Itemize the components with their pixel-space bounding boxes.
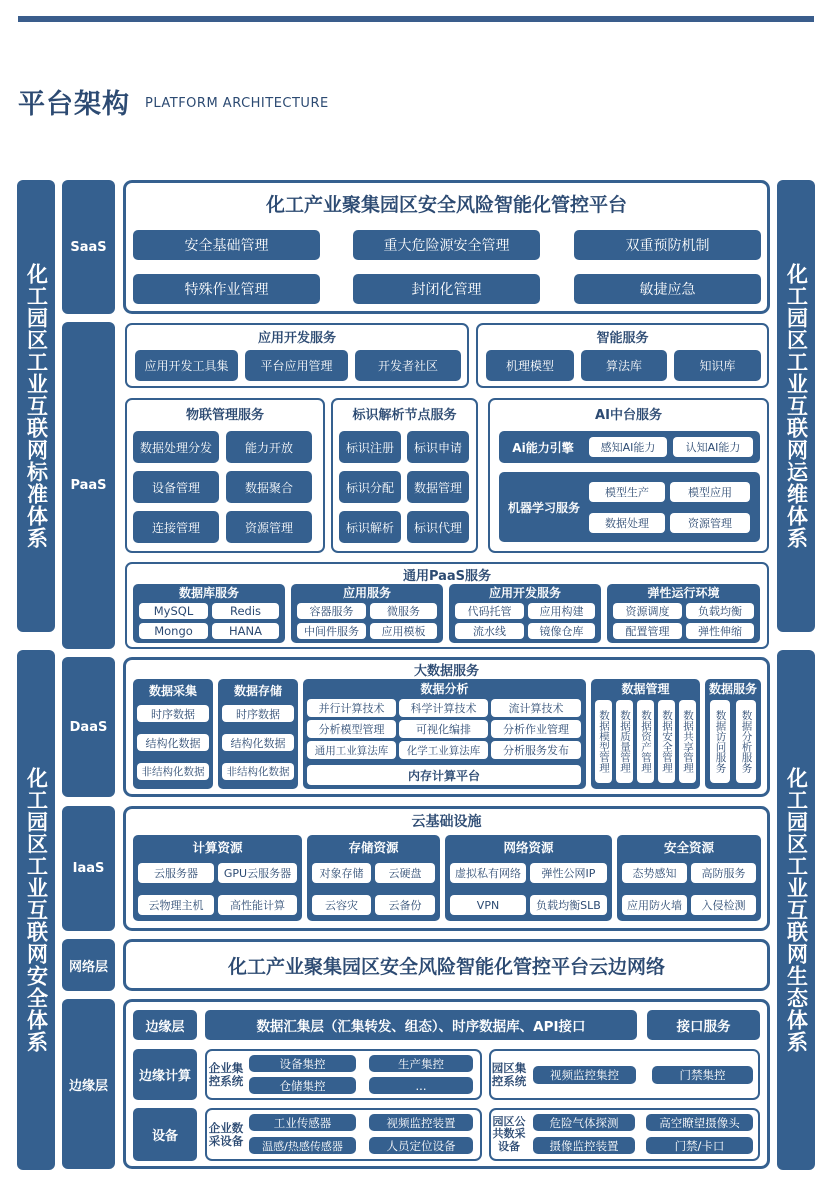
iaas-storage-disk[interactable]: 云硬盘 — [375, 863, 435, 883]
network-title: 化工产业聚集园区安全风险智能化管控平台云边网络 — [227, 955, 665, 978]
paas-appdev-app-mgmt[interactable]: 平台应用管理 — [245, 350, 348, 381]
iaas-compute-gpu[interactable]: GPU云服务器 — [218, 863, 297, 883]
daas-collect-timeseries[interactable]: 时序数据 — [137, 705, 209, 722]
edge-row1-label: 边缘层 — [133, 1010, 197, 1040]
left-standard-label: 化工园区工业互联网标准体系 — [24, 263, 49, 549]
paas-ident-proxy[interactable]: 标识代理 — [407, 511, 469, 543]
daas-collect-structured[interactable]: 结构化数据 — [137, 734, 209, 751]
saas-title: 化工产业聚集园区安全风险智能化管控平台 — [265, 193, 627, 216]
layer-iaas: IaaS — [62, 806, 115, 931]
edge-row2-label: 边缘计算 — [133, 1049, 197, 1100]
edge-park-control-label: 园区集控系统 — [491, 1060, 527, 1088]
daas-manage-asset[interactable]: 数据资产管理 — [637, 700, 654, 783]
paas-runtime-config[interactable]: 配置管理 — [613, 623, 682, 639]
daas-store-unstructured[interactable]: 非结构化数据 — [222, 763, 294, 780]
paas-ident-apply[interactable]: 标识申请 — [407, 431, 469, 463]
left-standard-band — [17, 180, 55, 632]
iaas-network-slb[interactable]: 负载均衡SLB — [530, 895, 607, 915]
iaas-security-title: 安全资源 — [663, 840, 714, 855]
paas-ai-model-apply[interactable]: 模型应用 — [670, 482, 750, 502]
paas-db-redis[interactable]: Redis — [212, 603, 279, 619]
paas-devsvc-image-repo[interactable]: 镜像仓库 — [528, 623, 595, 639]
iaas-security-waf[interactable]: 应用防火墙 — [622, 895, 687, 915]
daas-analysis-chem-algo[interactable]: 化学工业算法库 — [399, 741, 488, 759]
edge-ent-personnel-locator[interactable]: 人员定位设备 — [369, 1137, 473, 1154]
paas-db-title: 数据库服务 — [178, 586, 239, 600]
daas-store-timeseries[interactable]: 时序数据 — [222, 705, 294, 722]
paas-ident-register[interactable]: 标识注册 — [339, 431, 401, 463]
daas-analysis-title: 数据分析 — [420, 682, 469, 696]
layer-paas: PaaS — [62, 322, 115, 649]
iaas-compute-physical-host[interactable]: 云物理主机 — [138, 895, 214, 915]
daas-manage-quality[interactable]: 数据质量管理 — [616, 700, 633, 783]
paas-ident-resolve[interactable]: 标识解析 — [339, 511, 401, 543]
paas-devsvc-pipeline[interactable]: 流水线 — [455, 623, 524, 639]
daas-manage-model[interactable]: 数据模型管理 — [595, 700, 612, 783]
paas-db-hana[interactable]: HANA — [212, 623, 279, 639]
paas-iot-device-mgmt[interactable]: 设备管理 — [133, 471, 219, 503]
edge-ent-industrial-sensor[interactable]: 工业传感器 — [249, 1114, 356, 1131]
paas-appdev-toolkit[interactable]: 应用开发工具集 — [135, 350, 238, 381]
edge-ent-video-device[interactable]: 视频监控装置 — [369, 1114, 473, 1131]
paas-ai-cognition[interactable]: 认知AI能力 — [673, 437, 753, 457]
paas-appsvc-title: 应用服务 — [342, 586, 391, 600]
paas-iot-data-dispatch[interactable]: 数据处理分发 — [133, 431, 219, 463]
daas-title: 大数据服务 — [413, 663, 479, 679]
paas-runtime-load-balance[interactable]: 负载均衡 — [686, 603, 754, 619]
paas-intel-mechanism-model[interactable]: 机理模型 — [486, 350, 574, 381]
edge-ent-device-label: 企业数采设备 — [208, 1120, 244, 1148]
iaas-security-ids[interactable]: 入侵检测 — [691, 895, 756, 915]
paas-ai-title: AI中台服务 — [595, 407, 662, 423]
left-security-band — [17, 650, 55, 1170]
daas-service-access[interactable]: 数据访问服务 — [710, 700, 730, 783]
iaas-compute-title: 计算资源 — [192, 840, 243, 855]
daas-store-structured[interactable]: 结构化数据 — [222, 734, 294, 751]
right-ops-band — [777, 180, 815, 632]
left-security-label: 化工园区工业互联网安全体系 — [24, 767, 49, 1053]
edge-ent-more[interactable]: ... — [369, 1077, 473, 1094]
daas-analysis-visual-orch[interactable]: 可视化编排 — [399, 720, 488, 738]
daas-analysis-stream[interactable]: 流计算技术 — [491, 699, 581, 717]
paas-ai-data-process[interactable]: 数据处理 — [589, 513, 665, 533]
paas-ai-model-produce[interactable]: 模型生产 — [589, 482, 665, 502]
iaas-storage-dr[interactable]: 云容灾 — [312, 895, 371, 915]
paas-devsvc-code-hosting[interactable]: 代码托管 — [455, 603, 524, 619]
daas-collect-title: 数据采集 — [148, 683, 197, 698]
daas-manage-share[interactable]: 数据共享管理 — [679, 700, 696, 783]
edge-park-device-label: 园区公共数采设备 — [492, 1115, 526, 1153]
edge-ent-device-control[interactable]: 设备集控 — [249, 1055, 356, 1072]
edge-ent-thermal-sensor[interactable]: 温感/热感传感器 — [249, 1137, 356, 1154]
iaas-storage-backup[interactable]: 云备份 — [375, 895, 435, 915]
paas-ai-resource-mgmt[interactable]: 资源管理 — [670, 513, 750, 533]
iaas-compute-hpc[interactable]: 高性能计算 — [218, 895, 297, 915]
daas-analysis-general-algo[interactable]: 通用工业算法库 — [307, 741, 396, 759]
paas-appsvc-microservice[interactable]: 微服务 — [370, 603, 437, 619]
paas-appsvc-container[interactable]: 容器服务 — [297, 603, 366, 619]
layer-saas: SaaS — [62, 180, 115, 314]
paas-ai-ml-label: 机器学习服务 — [507, 500, 580, 515]
daas-service-analysis[interactable]: 数据分析服务 — [736, 700, 756, 783]
paas-db-mysql[interactable]: MySQL — [139, 603, 208, 619]
daas-store-title: 数据存储 — [233, 683, 282, 698]
paas-appsvc-middleware[interactable]: 中间件服务 — [297, 623, 366, 639]
paas-ident-allocate[interactable]: 标识分配 — [339, 471, 401, 503]
layer-network: 网络层 — [62, 939, 115, 991]
paas-devsvc-title: 应用开发服务 — [488, 586, 561, 600]
saas-item-safety-base[interactable]: 安全基础管理 — [133, 230, 320, 260]
paas-db-mongo[interactable]: Mongo — [139, 623, 208, 639]
right-ops-label: 化工园区工业互联网运维体系 — [784, 263, 809, 549]
daas-analysis-scientific[interactable]: 科学计算技术 — [399, 699, 488, 717]
edge-ent-production-control[interactable]: 生产集控 — [369, 1055, 473, 1072]
page-title: 平台架构 — [18, 89, 130, 120]
saas-item-major-hazard[interactable]: 重大危险源安全管理 — [353, 230, 540, 260]
daas-analysis-model-mgmt[interactable]: 分析模型管理 — [307, 720, 396, 738]
paas-ai-perception[interactable]: 感知AI能力 — [589, 437, 667, 457]
paas-iot-resource-mgmt[interactable]: 资源管理 — [226, 511, 312, 543]
paas-appsvc-template[interactable]: 应用模板 — [370, 623, 437, 639]
saas-item-closed-management[interactable]: 封闭化管理 — [353, 274, 540, 304]
paas-runtime-autoscale[interactable]: 弹性伸缩 — [686, 623, 754, 639]
paas-ai-engine-label: Ai能力引擎 — [512, 440, 574, 455]
right-ecosystem-band — [777, 650, 815, 1170]
paas-iot-data-aggregate[interactable]: 数据聚合 — [226, 471, 312, 503]
iaas-network-vpc[interactable]: 虚拟私有网络 — [450, 863, 526, 883]
iaas-title: 云基础设施 — [411, 814, 482, 830]
paas-iot-title: 物联管理服务 — [185, 407, 264, 423]
iaas-storage-object[interactable]: 对象存储 — [312, 863, 371, 883]
daas-manage-security[interactable]: 数据安全管理 — [658, 700, 675, 783]
paas-intel-title: 智能服务 — [596, 330, 649, 346]
daas-manage-title: 数据管理 — [621, 682, 670, 696]
edge-interface-service[interactable]: 接口服务 — [647, 1010, 760, 1040]
iaas-security-situation[interactable]: 态势感知 — [622, 863, 687, 883]
paas-devsvc-build[interactable]: 应用构建 — [528, 603, 595, 619]
saas-item-dual-prevention[interactable]: 双重预防机制 — [574, 230, 761, 260]
daas-analysis-parallel[interactable]: 并行计算技术 — [307, 699, 396, 717]
daas-analysis-publish[interactable]: 分析服务发布 — [491, 741, 581, 759]
iaas-security-ddos[interactable]: 高防服务 — [691, 863, 756, 883]
iaas-network-vpn[interactable]: VPN — [450, 895, 526, 915]
paas-appdev-community[interactable]: 开发者社区 — [355, 350, 461, 381]
paas-runtime-title: 弹性运行环境 — [647, 586, 720, 600]
edge-park-access-control[interactable]: 门禁集控 — [652, 1066, 753, 1084]
paas-ident-title: 标识解析节点服务 — [352, 407, 457, 423]
daas-analysis-job-mgmt[interactable]: 分析作业管理 — [491, 720, 581, 738]
daas-memory-compute[interactable]: 内存计算平台 — [307, 765, 581, 785]
saas-item-special-work[interactable]: 特殊作业管理 — [133, 274, 320, 304]
right-ecosystem-label: 化工园区工业互联网生态体系 — [784, 767, 809, 1053]
paas-runtime-scheduling[interactable]: 资源调度 — [613, 603, 682, 619]
edge-data-aggregation[interactable]: 数据汇集层（汇集转发、组态）、时序数据库、API接口 — [205, 1010, 637, 1040]
edge-ent-warehouse-control[interactable]: 仓储集控 — [249, 1077, 356, 1094]
iaas-network-eip[interactable]: 弹性公网IP — [530, 863, 607, 883]
layer-edge: 边缘层 — [62, 999, 115, 1169]
paas-ident-data-mgmt[interactable]: 数据管理 — [407, 471, 469, 503]
edge-park-gate[interactable]: 门禁/卡口 — [646, 1137, 753, 1154]
iaas-compute-cloud-server[interactable]: 云服务器 — [138, 863, 214, 883]
edge-park-video-control[interactable]: 视频监控集控 — [533, 1066, 636, 1084]
iaas-network-title: 网络资源 — [503, 840, 554, 855]
edge-park-highpoint-camera[interactable]: 高空瞭望摄像头 — [646, 1114, 753, 1131]
paas-intel-algorithm-lib[interactable]: 算法库 — [581, 350, 667, 381]
paas-appdev-title: 应用开发服务 — [257, 330, 336, 346]
iaas-storage-title: 存储资源 — [348, 840, 399, 855]
paas-iot-capability-open[interactable]: 能力开放 — [226, 431, 312, 463]
paas-common-title: 通用PaaS服务 — [402, 568, 492, 584]
page-subtitle: PLATFORM ARCHITECTURE — [145, 96, 329, 111]
edge-park-camera-monitor[interactable]: 摄像监控装置 — [533, 1137, 635, 1154]
daas-service-title: 数据服务 — [708, 682, 757, 696]
paas-iot-connection-mgmt[interactable]: 连接管理 — [133, 511, 219, 543]
top-rule — [18, 16, 814, 22]
layer-daas: DaaS — [62, 657, 115, 797]
saas-item-emergency[interactable]: 敏捷应急 — [574, 274, 761, 304]
edge-park-gas-detect[interactable]: 危险气体探测 — [533, 1114, 635, 1131]
paas-intel-knowledge-base[interactable]: 知识库 — [674, 350, 761, 381]
daas-collect-unstructured[interactable]: 非结构化数据 — [137, 763, 209, 780]
edge-row3-label: 设备 — [133, 1108, 197, 1161]
edge-ent-control-label: 企业集控系统 — [208, 1060, 244, 1088]
